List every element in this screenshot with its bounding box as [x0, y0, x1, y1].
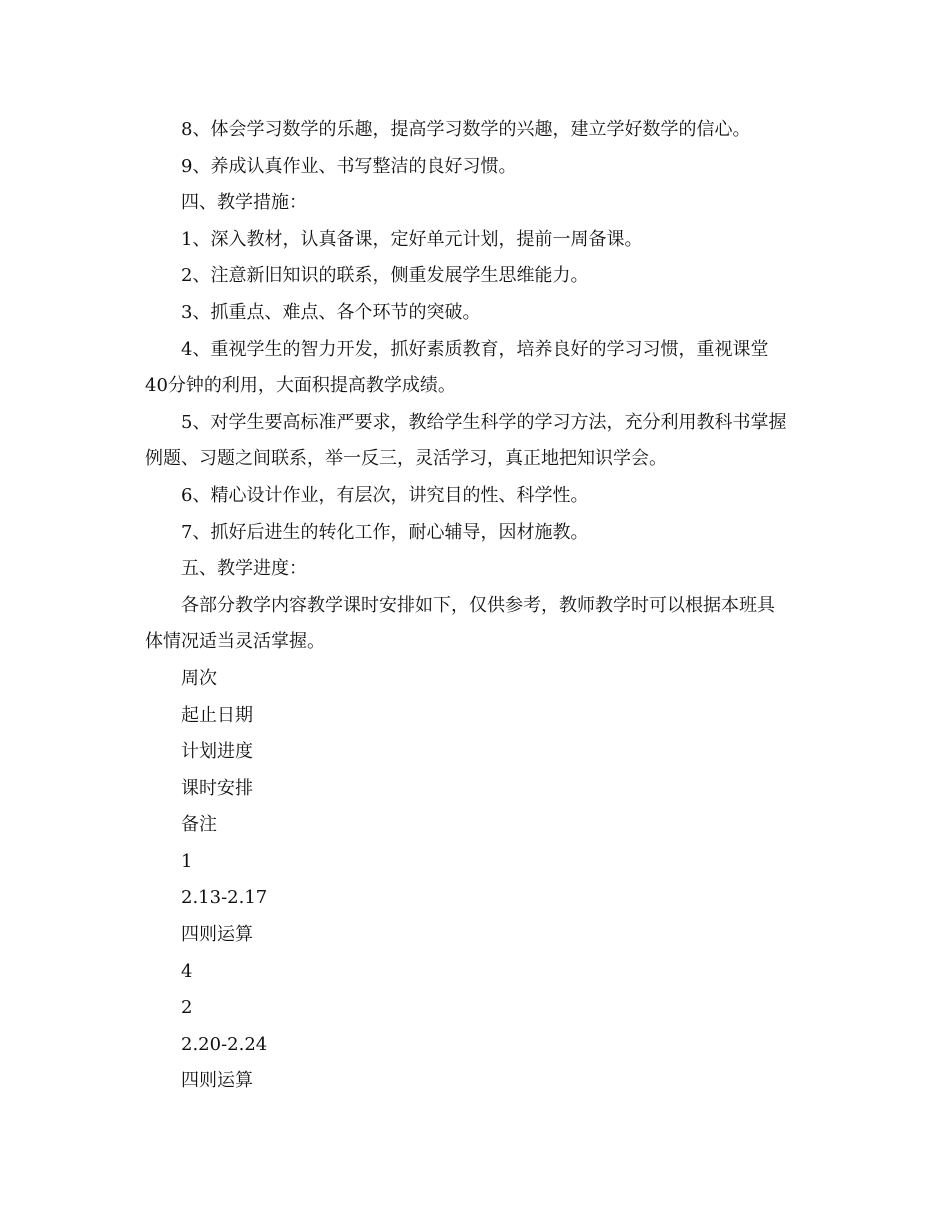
paragraph-line: 8、体会学习数学的乐趣，提高学习数学的兴趣，建立学好数学的信心。 — [181, 119, 751, 140]
paragraph-line: 9、养成认真作业、书写整洁的良好习惯。 — [181, 155, 517, 177]
table-cell: 2.13-2.17 — [181, 887, 268, 909]
paragraph-line: 7、抓好后进生的转化工作，耐心辅导，因材施教。 — [181, 521, 589, 543]
section-heading: 四、教学措施： — [181, 192, 307, 214]
table-cell: 起止日期 — [181, 704, 253, 726]
table-cell: 计划进度 — [181, 741, 253, 763]
paragraph-line: 5、对学生要高标准严要求，教给学生科学的学习方法，充分利用教科书掌握 — [181, 411, 787, 433]
paragraph-line: 各部分教学内容教学课时安排如下，仅供参考，教师教学时可以根据本班具 — [181, 594, 775, 616]
section-heading: 五、教学进度： — [181, 558, 307, 580]
table-cell: 备注 — [181, 814, 217, 836]
paragraph-line: 40分钟的利用，大面积提高教学成绩。 — [145, 375, 456, 397]
table-cell: 四则运算 — [181, 924, 253, 946]
table-cell: 1 — [181, 850, 193, 872]
table-cell: 2 — [181, 997, 193, 1019]
table-cell: 周次 — [181, 667, 217, 689]
table-cell: 2.20-2.24 — [181, 1033, 268, 1055]
paragraph-line: 1、深入教材，认真备课，定好单元计划，提前一周备课。 — [181, 228, 643, 250]
paragraph-line: 6、精心设计作业，有层次，讲究目的性、科学性。 — [181, 484, 589, 506]
paragraph-line: 4、重视学生的智力开发，抓好素质教育，培养良好的学习习惯，重视课堂 — [181, 338, 769, 360]
paragraph-line: 体情况适当灵活掌握。 — [145, 631, 325, 653]
table-cell: 4 — [181, 960, 193, 982]
table-cell: 课时安排 — [181, 777, 253, 799]
paragraph-line: 2、注意新旧知识的联系，侧重发展学生思维能力。 — [181, 265, 589, 287]
paragraph-line: 例题、习题之间联系，举一反三，灵活学习，真正地把知识学会。 — [145, 448, 667, 470]
table-cell: 四则运算 — [181, 1070, 253, 1092]
paragraph-line: 3、抓重点、难点、各个环节的突破。 — [181, 301, 481, 323]
document-body — [145, 112, 810, 1100]
